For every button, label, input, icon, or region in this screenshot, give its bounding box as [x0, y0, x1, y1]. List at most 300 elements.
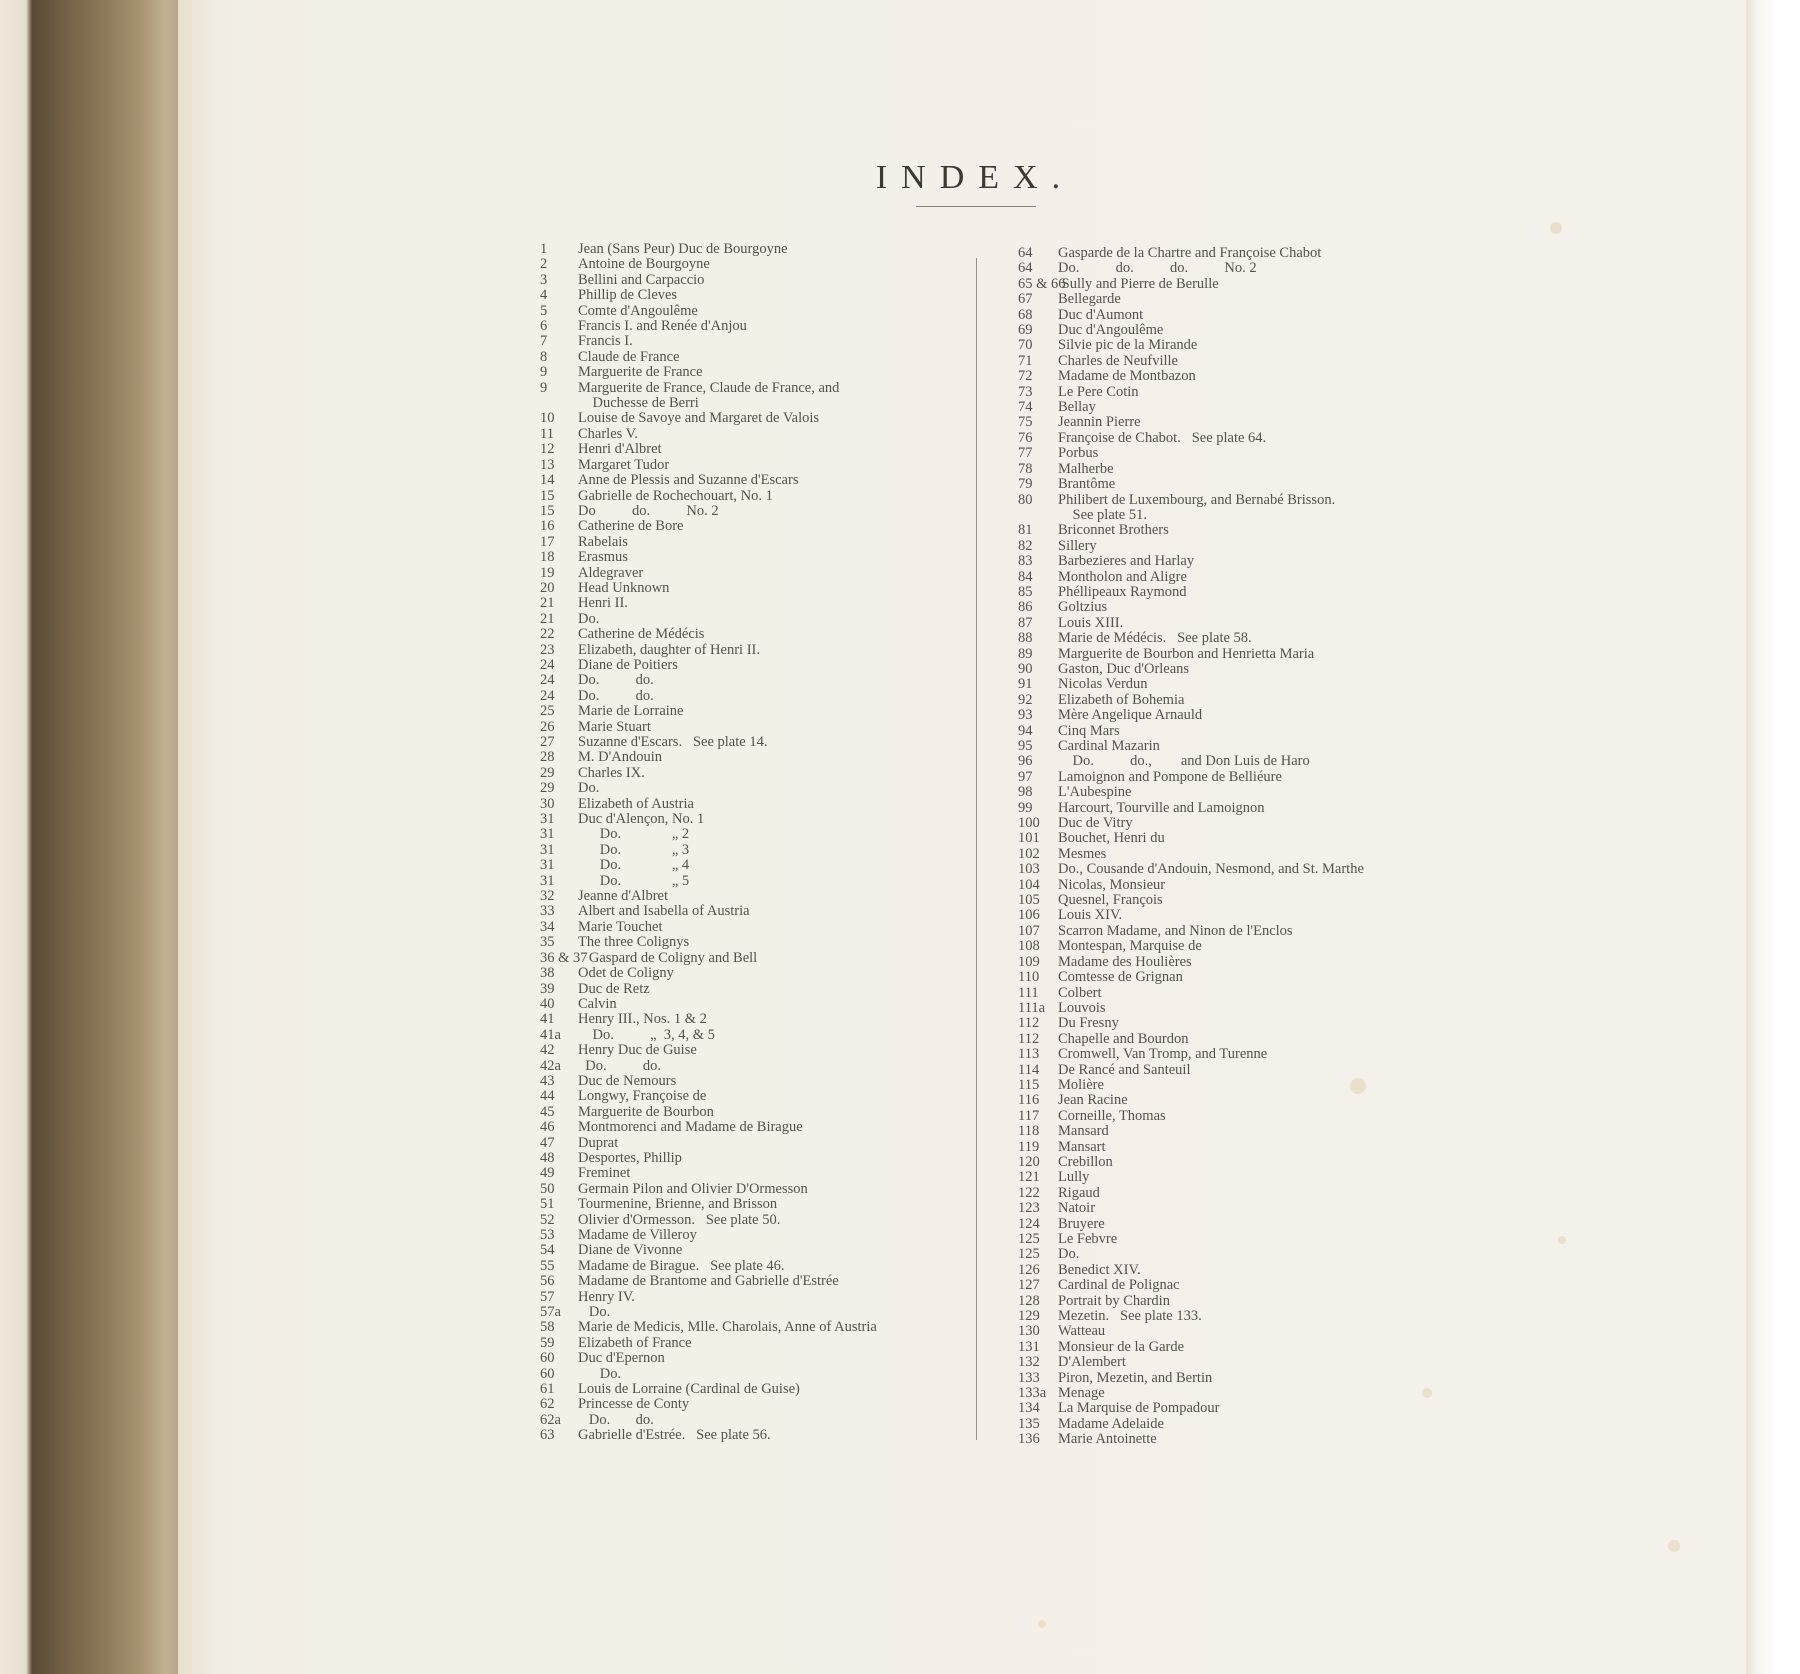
- plate-number: 19: [540, 564, 555, 581]
- plate-title: Do.: [578, 1365, 622, 1382]
- plate-title: Sully and Pierre de Berulle: [1058, 275, 1219, 292]
- plate-number: 97: [1018, 768, 1033, 785]
- plate-title: Cromwell, Van Tromp, and Turenne: [1058, 1046, 1268, 1063]
- index-entry: [540, 735, 877, 750]
- plate-number: 70: [1018, 337, 1033, 354]
- index-entry: [540, 1213, 877, 1228]
- plate-number: 79: [1018, 476, 1033, 493]
- plate-title: Jeannin Pierre: [1058, 414, 1141, 431]
- plate-title: Duc de Vitry: [1058, 815, 1133, 832]
- index-entry: [540, 1012, 877, 1027]
- index-entry: [540, 1059, 877, 1074]
- index-entry: [1018, 1201, 1364, 1216]
- plate-title: Madame des Houlières: [1058, 953, 1192, 970]
- index-entry: [1018, 493, 1364, 508]
- plate-title: Henri II.: [578, 595, 628, 612]
- plate-number: 31: [540, 857, 555, 874]
- plate-title: Elizabeth of France: [578, 1334, 692, 1351]
- plate-number: 57a: [540, 1304, 561, 1321]
- plate-number: 77: [1018, 445, 1033, 462]
- plate-title: Cardinal Mazarin: [1058, 738, 1160, 754]
- index-entry: [1018, 662, 1364, 677]
- index-entry: [1018, 616, 1364, 631]
- plate-number: 75: [1018, 414, 1033, 431]
- plate-title: Do.: [578, 610, 600, 627]
- index-entry: [540, 997, 877, 1012]
- plate-number: 55: [540, 1257, 555, 1274]
- index-entry: [1018, 908, 1364, 923]
- plate-number: 123: [1018, 1200, 1040, 1217]
- plate-title: Erasmus: [578, 549, 628, 566]
- index-entry: [540, 982, 877, 997]
- plate-number: 65 & 66: [1018, 275, 1066, 292]
- plate-title: Marguerite de France: [578, 364, 703, 381]
- index-entry: [540, 858, 877, 873]
- plate-title: Aldegraver: [578, 564, 644, 581]
- index-entry: [1018, 400, 1364, 415]
- index-entry: [540, 473, 877, 488]
- index-entry: [1018, 1232, 1364, 1247]
- index-entry: [1018, 1417, 1364, 1432]
- index-entry: [540, 1197, 877, 1212]
- plate-number: 51: [540, 1196, 555, 1213]
- index-entry: [1018, 554, 1364, 569]
- index-entry: [540, 643, 877, 658]
- index-entry: [1018, 816, 1364, 831]
- index-entry: [540, 1089, 877, 1104]
- plate-title: Gasparde de la Chartre and Françoise Chabot: [1058, 245, 1322, 261]
- plate-title: Harcourt, Tourville and Lamoignon: [1058, 799, 1265, 816]
- plate-number: 103: [1018, 861, 1040, 878]
- plate-number: 63: [540, 1427, 555, 1444]
- plate-number: 39: [540, 980, 555, 997]
- index-entry: [1018, 677, 1364, 692]
- plate-title: Germain Pilon and Olivier D'Ormesson: [578, 1180, 808, 1197]
- plate-number: 43: [540, 1072, 555, 1089]
- index-entry: [540, 1182, 877, 1197]
- plate-number: 113: [1018, 1046, 1040, 1063]
- index-entry: [540, 458, 877, 473]
- plate-number: 69: [1018, 322, 1033, 339]
- plate-number: 125: [1018, 1246, 1040, 1263]
- plate-title: Porbus: [1058, 445, 1099, 462]
- plate-title: Longwy, Françoise de: [578, 1088, 707, 1105]
- plate-number: 34: [540, 918, 555, 935]
- index-entry: [1018, 1186, 1364, 1201]
- plate-title: Do., Cousande d'Andouin, Nesmond, and St. Marthe: [1058, 861, 1364, 878]
- plate-number: 16: [540, 518, 555, 535]
- index-entry: [540, 673, 877, 688]
- index-entry: [540, 489, 877, 504]
- index-entry: [1018, 477, 1364, 492]
- plate-title: Marguerite de France, Claude de France, and: [578, 379, 840, 396]
- plate-title: Du Fresny: [1058, 1015, 1119, 1032]
- index-entry: [540, 1228, 877, 1243]
- index-entry: [540, 1028, 877, 1043]
- plate-title: Claude de France: [578, 348, 680, 365]
- index-entry: [540, 1290, 877, 1305]
- plate-title: M. D'Andouin: [578, 749, 662, 766]
- plate-number: 120: [1018, 1153, 1040, 1170]
- plate-title: Elizabeth, daughter of Henri II.: [578, 641, 760, 658]
- index-entry: [1018, 693, 1364, 708]
- index-entry: [540, 1305, 877, 1320]
- index-entry: [540, 1105, 877, 1120]
- index-entry: [540, 889, 877, 904]
- plate-title: Mansard: [1058, 1123, 1109, 1140]
- plate-title: Madame de Birague. See plate 46.: [578, 1257, 785, 1274]
- plate-number: 110: [1018, 969, 1040, 986]
- index-entry: [1018, 970, 1364, 985]
- title-rule: [916, 206, 1036, 207]
- index-column-left: [540, 242, 877, 1444]
- plate-title: Madame de Brantome and Gabrielle d'Estrée: [578, 1273, 839, 1290]
- index-entry: [540, 1166, 877, 1181]
- index-entry: [540, 1259, 877, 1274]
- plate-title: Elizabeth of Austria: [578, 795, 694, 812]
- plate-title: Louise de Savoye and Margaret de Valois: [578, 410, 820, 427]
- plate-title: Do. „ 5: [578, 872, 690, 889]
- plate-number: 117: [1018, 1107, 1040, 1124]
- plate-title: Marguerite de Bourbon: [578, 1103, 714, 1120]
- plate-number: 29: [540, 780, 555, 797]
- plate-title: The three Colignys: [578, 934, 690, 951]
- index-entry: [540, 704, 877, 719]
- plate-title: Lamoignon and Pompone de Belliéure: [1058, 768, 1282, 785]
- plate-title: Madame de Montbazon: [1058, 368, 1196, 385]
- plate-title: Head Unknown: [578, 579, 670, 596]
- plate-title: Mesmes: [1058, 845, 1107, 862]
- index-entry: [1018, 1078, 1364, 1093]
- index-entry: [1018, 1294, 1364, 1309]
- plate-title: Marie de Medicis, Mlle. Charolais, Anne of Austria: [578, 1319, 877, 1336]
- index-entry: [1018, 770, 1364, 785]
- index-entry: [540, 797, 877, 812]
- index-entry: [1018, 1247, 1364, 1262]
- index-entry: [1018, 1278, 1364, 1293]
- index-entry: [1018, 708, 1364, 723]
- index-entry: [1018, 1016, 1364, 1031]
- paper-spot: [1668, 1540, 1680, 1552]
- index-entry: [1018, 831, 1364, 846]
- plate-number: 17: [540, 533, 555, 550]
- plate-number: 136: [1018, 1431, 1040, 1448]
- plate-number: 105: [1018, 892, 1040, 909]
- plate-title: Duc de Retz: [578, 980, 650, 997]
- plate-title: Duc d'Epernon: [578, 1350, 665, 1367]
- plate-title: Freminet: [578, 1165, 631, 1182]
- plate-number: 21: [540, 595, 555, 612]
- index-entry: [540, 596, 877, 611]
- index-entry: [1018, 1340, 1364, 1355]
- plate-title: Mezetin. See plate 133.: [1058, 1308, 1202, 1325]
- plate-title: Comtesse de Grignan: [1058, 969, 1183, 986]
- plate-number: 86: [1018, 599, 1033, 616]
- plate-number: 82: [1018, 537, 1033, 554]
- plate-title: Montmorenci and Madame de Birague: [578, 1119, 803, 1136]
- plate-title: Do. „ 2: [578, 826, 690, 843]
- plate-number: 68: [1018, 306, 1033, 323]
- plate-number: 30: [540, 795, 555, 812]
- plate-title: Malherbe: [1058, 460, 1114, 477]
- index-entry: [1018, 862, 1364, 877]
- index-entry: [540, 1074, 877, 1089]
- plate-number: 72: [1018, 368, 1033, 385]
- index-entry: [1018, 955, 1364, 970]
- plate-title: Do. „ 3: [578, 841, 690, 858]
- index-entry: [540, 411, 877, 426]
- plate-title: Molière: [1058, 1076, 1104, 1093]
- index-entry: [540, 504, 877, 519]
- index-entry: [1018, 847, 1364, 862]
- plate-title: Rabelais: [578, 533, 628, 550]
- index-entry: [1018, 277, 1364, 292]
- plate-title: Briconnet Brothers: [1058, 522, 1169, 539]
- column-divider: [976, 258, 977, 1440]
- plate-number: 131: [1018, 1338, 1040, 1355]
- plate-number: 87: [1018, 614, 1033, 631]
- index-entry: [540, 1274, 877, 1289]
- index-entry: [540, 581, 877, 596]
- plate-title: Monsieur de la Garde: [1058, 1338, 1185, 1355]
- plate-number: 44: [540, 1088, 555, 1105]
- plate-number: 41a: [540, 1026, 561, 1043]
- plate-title: Jean Racine: [1058, 1092, 1128, 1109]
- plate-title: Bruyere: [1058, 1215, 1105, 1232]
- plate-title: Sillery: [1058, 537, 1097, 554]
- plate-title: Madame Adelaide: [1058, 1415, 1164, 1432]
- index-entry: [1018, 893, 1364, 908]
- index-entry: [540, 1382, 877, 1397]
- plate-number: 36 & 37: [540, 949, 588, 966]
- plate-number: 53: [540, 1227, 555, 1243]
- index-entry: [1018, 754, 1364, 769]
- plate-title: Desportes, Phillip: [578, 1149, 682, 1166]
- index-entry: [1018, 1386, 1364, 1401]
- plate-title: Bellini and Carpaccio: [578, 271, 705, 288]
- plate-number: 45: [540, 1103, 555, 1120]
- plate-number: 56: [540, 1273, 555, 1290]
- plate-title: Marie Stuart: [578, 718, 651, 735]
- plate-number: 101: [1018, 830, 1040, 847]
- plate-title: Chapelle and Bourdon: [1058, 1030, 1189, 1047]
- index-entry: [540, 658, 877, 673]
- plate-title: Anne de Plessis and Suzanne d'Escars: [578, 472, 799, 489]
- plate-number: 42: [540, 1042, 555, 1059]
- index-entry: [540, 750, 877, 765]
- plate-number: 114: [1018, 1061, 1040, 1078]
- plate-title: Comte d'Angoulême: [578, 302, 698, 319]
- index-entry: [1018, 1063, 1364, 1078]
- index-entry: [1018, 939, 1364, 954]
- index-entry: [540, 612, 877, 627]
- plate-title: Le Febvre: [1058, 1231, 1118, 1247]
- index-entry: [540, 1336, 877, 1351]
- plate-number: 91: [1018, 676, 1033, 693]
- plate-number: 78: [1018, 460, 1033, 477]
- plate-number: 108: [1018, 938, 1040, 955]
- plate-number: 88: [1018, 630, 1033, 647]
- index-entry: [1018, 1263, 1364, 1278]
- plate-title: Marie Antoinette: [1058, 1431, 1157, 1448]
- index-entry: [1018, 369, 1364, 384]
- plate-title: La Marquise de Pompadour: [1058, 1400, 1220, 1417]
- plate-title: Crebillon: [1058, 1153, 1113, 1170]
- plate-number: 96: [1018, 753, 1033, 770]
- index-entry: [540, 766, 877, 781]
- plate-number: 58: [540, 1319, 555, 1336]
- plate-title: Cinq Mars: [1058, 722, 1120, 739]
- index-entry: [540, 381, 877, 396]
- plate-title: Henry III., Nos. 1 & 2: [578, 1011, 707, 1028]
- plate-title: Do. do.: [578, 1057, 661, 1074]
- plate-title: D'Alembert: [1058, 1354, 1126, 1371]
- index-entry: [1018, 1324, 1364, 1339]
- plate-number: 74: [1018, 399, 1033, 416]
- plate-title: Benedict XIV.: [1058, 1261, 1141, 1278]
- plate-number: 31: [540, 841, 555, 858]
- plate-title: Mansart: [1058, 1138, 1106, 1155]
- index-entry: [1018, 1401, 1364, 1416]
- plate-number: 60: [540, 1350, 555, 1367]
- plate-title: Francis I.: [578, 333, 633, 350]
- plate-number: 94: [1018, 722, 1033, 739]
- plate-title: Gabrielle d'Estrée. See plate 56.: [578, 1427, 771, 1444]
- plate-number: 121: [1018, 1169, 1040, 1186]
- plate-title: Diane de Poitiers: [578, 656, 678, 673]
- paper-spot: [1558, 1236, 1566, 1244]
- index-entry: [540, 1043, 877, 1058]
- plate-number: 85: [1018, 583, 1033, 600]
- plate-number: 107: [1018, 922, 1040, 939]
- index-entry: [540, 396, 877, 411]
- plate-title: L'Aubespine: [1058, 784, 1132, 801]
- index-entry: [1018, 338, 1364, 353]
- plate-title: Princesse de Conty: [578, 1396, 690, 1413]
- plate-number: 64: [1018, 245, 1033, 261]
- index-entry: [540, 689, 877, 704]
- plate-number: 38: [540, 965, 555, 982]
- plate-title: Louvois: [1058, 999, 1106, 1016]
- index-entry: [1018, 724, 1364, 739]
- index-entry: [540, 1136, 877, 1151]
- plate-number: 98: [1018, 784, 1033, 801]
- plate-number: 4: [540, 287, 548, 304]
- index-entry: [1018, 462, 1364, 477]
- plate-title: Albert and Isabella of Austria: [578, 903, 750, 920]
- plate-title: Henry Duc de Guise: [578, 1042, 697, 1059]
- index-entry: [1018, 986, 1364, 1001]
- plate-number: 129: [1018, 1308, 1040, 1325]
- index-entry: [540, 951, 877, 966]
- index-entry: [540, 288, 877, 303]
- plate-number: 2: [540, 256, 548, 273]
- index-entry: [1018, 739, 1364, 754]
- plate-number: 64: [1018, 260, 1033, 277]
- plate-number: 135: [1018, 1415, 1040, 1432]
- plate-title: Duc d'Angoulême: [1058, 322, 1164, 339]
- plate-title: Silvie pic de la Mirande: [1058, 337, 1198, 354]
- plate-number: 32: [540, 888, 555, 905]
- plate-number: 35: [540, 934, 555, 951]
- plate-title: Montholon and Aligre: [1058, 568, 1187, 585]
- plate-number: 29: [540, 764, 555, 781]
- plate-number: 18: [540, 549, 555, 566]
- plate-number: 133a: [1018, 1385, 1047, 1402]
- index-entry: [540, 257, 877, 272]
- plate-title: See plate 51.: [1058, 506, 1147, 523]
- plate-title: Gaston, Duc d'Orleans: [1058, 660, 1190, 677]
- plate-number: 119: [1018, 1138, 1040, 1155]
- plate-number: 81: [1018, 522, 1033, 539]
- plate-title: Diane de Vivonne: [578, 1242, 683, 1259]
- index-entry: [1018, 354, 1364, 369]
- plate-title: Henry IV.: [578, 1288, 635, 1305]
- plate-title: Do.: [578, 780, 600, 797]
- plate-title: Jeanne d'Albret: [578, 888, 668, 905]
- index-entry: [1018, 878, 1364, 893]
- plate-title: Nicolas Verdun: [1058, 676, 1148, 693]
- paper-spot: [1038, 1620, 1046, 1628]
- index-entry: [1018, 1355, 1364, 1370]
- plate-number: 20: [540, 579, 555, 596]
- plate-number: 31: [540, 872, 555, 889]
- index-entry: [540, 550, 877, 565]
- index-entry: [1018, 1371, 1364, 1386]
- plate-title: Odet de Coligny: [578, 965, 674, 982]
- plate-number: 127: [1018, 1277, 1040, 1294]
- plate-number: 59: [540, 1334, 555, 1351]
- index-entry: [540, 1120, 877, 1135]
- page-title: INDEX.: [875, 158, 1075, 196]
- plate-number: 80: [1018, 491, 1033, 508]
- plate-number: 46: [540, 1119, 555, 1136]
- plate-title: Colbert: [1058, 984, 1102, 1001]
- plate-title: Quesnel, François: [1058, 892, 1163, 909]
- index-entry: [1018, 570, 1364, 585]
- plate-number: 41: [540, 1011, 555, 1028]
- plate-number: 62: [540, 1396, 555, 1413]
- plate-title: Marie de Lorraine: [578, 703, 684, 720]
- index-entry: [1018, 323, 1364, 338]
- index-entry: [1018, 631, 1364, 646]
- plate-title: Bellay: [1058, 399, 1096, 416]
- index-entry: [540, 1428, 877, 1443]
- plate-number: 24: [540, 672, 555, 689]
- plate-number: 109: [1018, 953, 1040, 970]
- plate-number: 24: [540, 687, 555, 704]
- index-entry: [540, 334, 877, 349]
- plate-title: Le Pere Cotin: [1058, 383, 1139, 400]
- index-entry: [540, 319, 877, 334]
- plate-number: 134: [1018, 1400, 1040, 1417]
- plate-number: 60: [540, 1365, 555, 1382]
- plate-number: 76: [1018, 429, 1033, 446]
- plate-title: Watteau: [1058, 1323, 1106, 1340]
- plate-title: Do. do. do. No. 2: [1058, 260, 1257, 277]
- plate-number: 90: [1018, 660, 1033, 677]
- plate-number: 89: [1018, 645, 1033, 662]
- plate-title: Madame de Villeroy: [578, 1227, 697, 1243]
- plate-number: 100: [1018, 815, 1040, 832]
- plate-title: Phillip de Cleves: [578, 287, 678, 304]
- index-entry: [1018, 508, 1364, 523]
- plate-title: Francis I. and Renée d'Anjou: [578, 318, 747, 335]
- plate-title: Do. „ 3, 4, & 5: [578, 1026, 715, 1043]
- index-entry: [540, 843, 877, 858]
- plate-number: 9: [540, 379, 548, 396]
- plate-title: Do.: [578, 1304, 611, 1321]
